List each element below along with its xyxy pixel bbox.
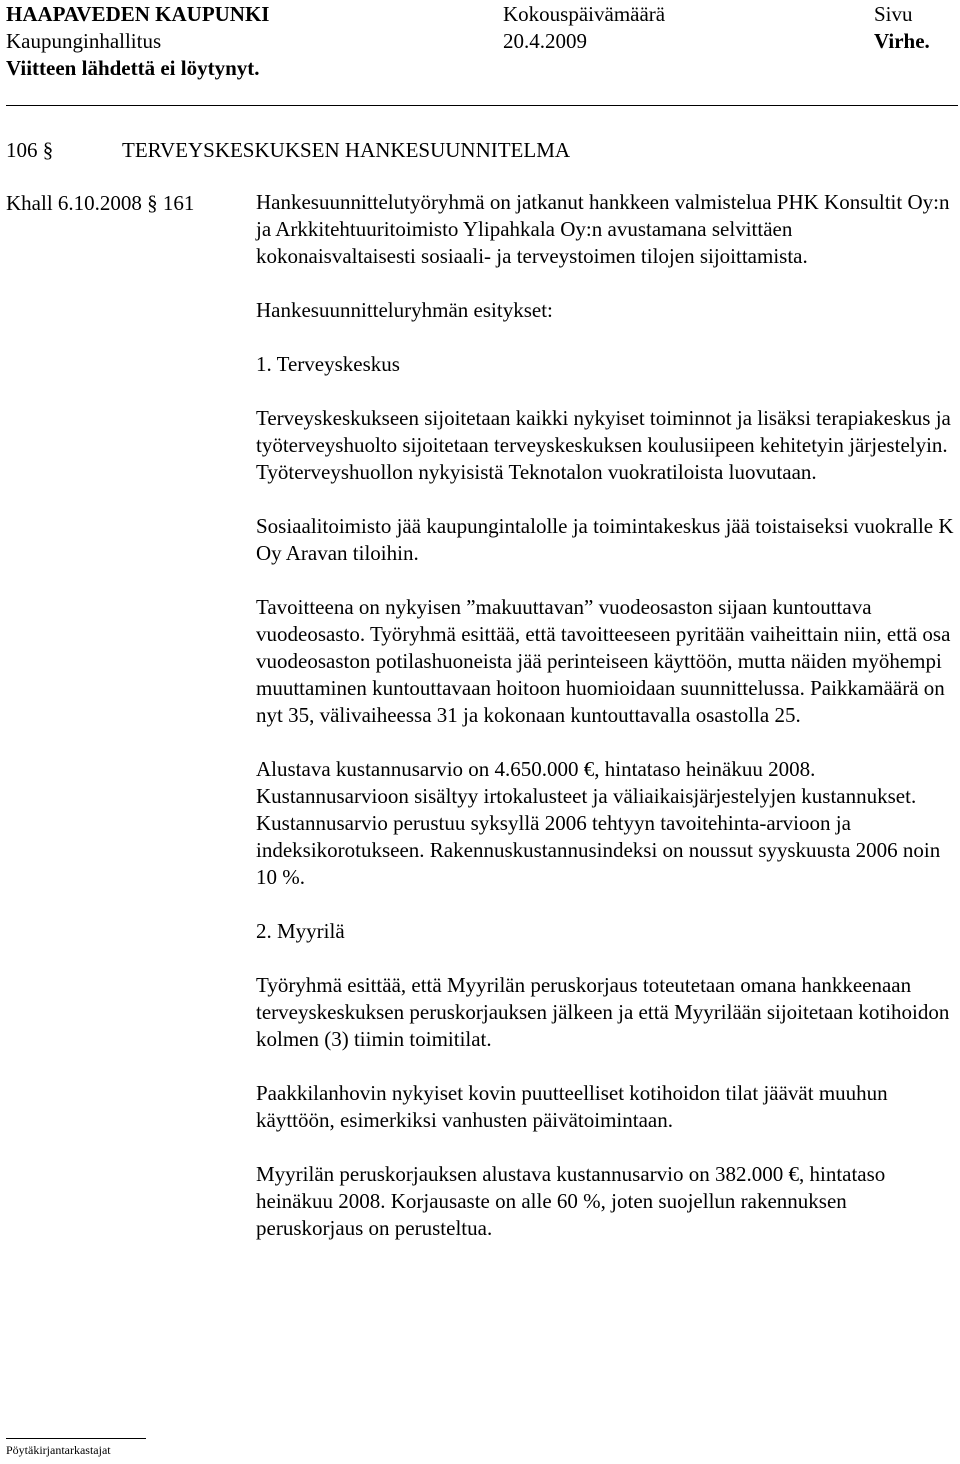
org-name: HAAPAVEDEN KAUPUNKI [6, 2, 270, 26]
section-title: TERVEYSKESKUKSEN HANKESUUNNITELMA [122, 138, 571, 162]
body-name: Kaupunginhallitus [6, 29, 162, 53]
item-1-heading: 1. Terveyskeskus [256, 352, 400, 376]
item-1-paragraph-1: Terveyskeskukseen sijoitetaan kaikki nykyiset toiminnot ja lisäksi terapiakeskus ja työterveyshuolto sijoitetaan terveyskeskuksen koulusiipeen kehitetyin järjestelyin. Työterveyshuollon nykyisistä Teknotalon vuokratiloista luovutaan. [256, 406, 951, 484]
page-label: Sivu [874, 2, 913, 26]
item-2-paragraph-2: Paakkilanhovin nykyiset kovin puutteelliset kotihoidon tilat jäävät muuhun käyttöön, esimerkiksi vanhusten päivätoimintaan. [256, 1081, 888, 1132]
item-2-paragraph-1: Työryhmä esittää, että Myyrilän peruskorjaus toteutetaan omana hankkeenaan terveyskeskuksen peruskorjauksen jälkeen ja että Myyrilään sijoitetaan kotihoidon kolmen (3) tiimin toimitilat. [256, 973, 950, 1051]
document-body [256, 189, 956, 1242]
proposals-heading: Hankesuunnitteluryhmän esitykset: [256, 298, 553, 322]
footer-rule [6, 1438, 146, 1439]
section-heading [6, 137, 570, 163]
previous-reference: Khall 6.10.2008 § 161 [6, 191, 195, 215]
item-1-paragraph-2: Sosiaalitoimisto jää kaupungintalolle ja toimintakeskus jää toistaiseksi vuokralle K Oy Aravan tiloihin. [256, 514, 954, 565]
page-number-error: Virhe. [874, 29, 930, 53]
intro-paragraph: Hankesuunnittelutyöryhmä on jatkanut hankkeen valmistelua PHK Konsultit Oy:n ja Arkkitehtuuritoimisto Ylipahkala Oy:n avustamana selvittäen kokonaisvaltaisesti sosiaali- ja terveystoimen tilojen sijoittamista. [256, 190, 950, 268]
section-number: 106 § [6, 138, 54, 162]
footer-signature-label: Pöytäkirjantarkastajat [6, 1443, 111, 1457]
item-1-cost-paragraph: Alustava kustannusarvio on 4.650.000 €, hintataso heinäkuu 2008. Kustannusarvioon sisältyy irtokalusteet ja väliaikaisjärjestelyjen kustannukset. Kustannusarvio perustuu syksyllä 2006 tehtyyn tavoitehinta-arvioon ja indeksikorotukseen. Rakennuskustannusindeksi on noussut syyskuusta 2006 noin 10 %. [256, 757, 941, 889]
header-divider [6, 105, 958, 106]
meeting-date: 20.4.2009 [503, 29, 587, 53]
reference-error: Viitteen lähdettä ei löytynyt. [6, 56, 260, 80]
item-2-heading: 2. Myyrilä [256, 919, 345, 943]
item-2-cost-paragraph: Myyrilän peruskorjauksen alustava kustannusarvio on 382.000 €, hintataso heinäkuu 2008. Korjausaste on alle 60 %, joten suojellun rakennuksen peruskorjaus on perusteltua. [256, 1162, 886, 1240]
item-1-paragraph-3: Tavoitteena on nykyisen ”makuuttavan” vuodeosaston sijaan kuntouttava vuodeosasto. Työryhmä esittää, että tavoitteeseen pyritään vaiheittain niin, että osa vuodeosaston potilashuoneista jää perinteiseen käyttöön, mutta näiden myöhempi muuttaminen kuntouttavaan hoitoon huomioidaan suunnittelussa. Paikkamäärä on nyt 35, välivaiheessa 31 ja kokonaan kuntouttavalla osastolla 25. [256, 595, 951, 727]
meeting-date-label: Kokouspäivämäärä [503, 2, 666, 26]
